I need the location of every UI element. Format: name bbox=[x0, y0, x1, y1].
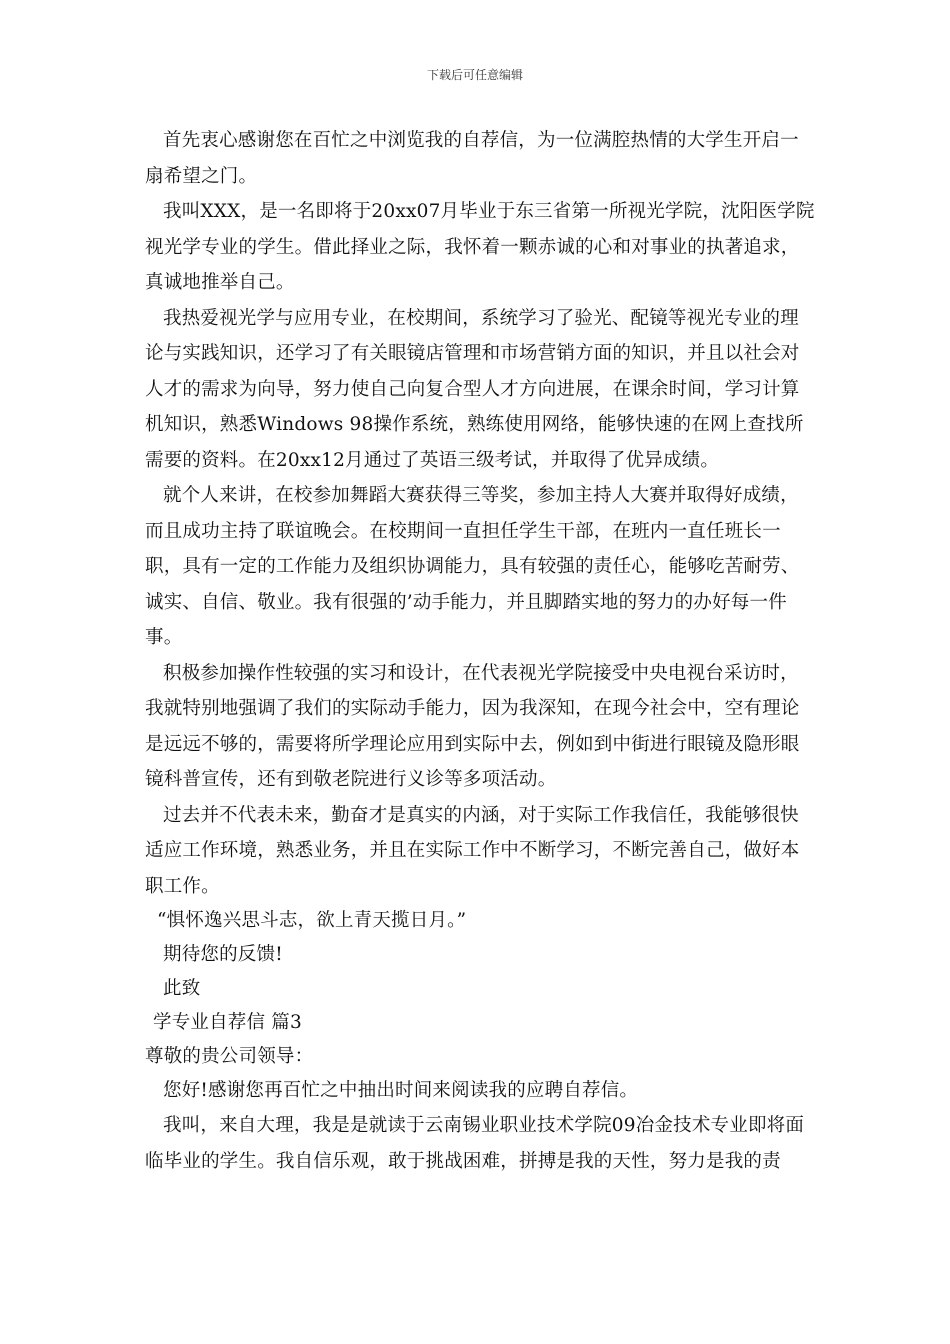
paragraph-closing: 此致 bbox=[163, 978, 201, 999]
salutation: 尊敬的贵公司领导： bbox=[145, 1046, 314, 1067]
paragraph-studies: 我热爱视光学与应用专业，在校期间，系统学习了验光、配镜等视光专业的理论与实践知识，还学习了有关眼镜店管理和市场营销方面的知识，并且以社会对人才的需求为向导，努力使自己向复合型人才方向进展，在课余时间，学习计算机知识，熟悉Windows 98操作系统，熟练使用网络，能够快速的在网上查找所需要的资料。在20xx12月通过了英语三级考试，并取得了优异成绩。 bbox=[145, 307, 804, 471]
paragraph-quote: “惧怀逸兴思斗志，欲上青天揽日月。” bbox=[157, 910, 467, 931]
paragraph-future: 过去并不代表未来，勤奋才是真实的内涵，对于实际工作我信任，我能够很快适应工作环境，熟悉业务，并且在实际工作中不断学习，不断完善自己，做好本职工作。 bbox=[145, 804, 800, 897]
paragraph-opening-thanks: 首先衷心感谢您在百忙之中浏览我的自荐信，为一位满腔热情的大学生开启一扇希望之门。 bbox=[145, 130, 799, 187]
paragraph-activities: 就个人来讲，在校参加舞蹈大赛获得三等奖，参加主持人大赛并取得好成绩，而且成功主持了联谊晚会。在校期间一直担任学生干部，在班内一直任班长一职，具有一定的工作能力及组织协调能力，具有较强的责任心，能够吃苦耐劳、诚实、自信、敬业。我有很强的’动手能力，并且脚踏实地的努力的办好每一件事。 bbox=[145, 485, 800, 648]
paragraph-second-introduction: 我叫，来自大理，我是是就读于云南锡业职业技术学院09冶金技术专业即将面临毕业的学生。我自信乐观，敢于挑战困难，拼搏是我的天性，努力是我的责 bbox=[145, 1115, 805, 1172]
paragraph-practice: 积极参加操作性较强的实习和设计，在代表视光学院接受中央电视台采访时，我就特别地强调了我们的实际动手能力，因为我深知，在现今社会中，空有理论是远远不够的，需要将所学理论应用到实际中去，例如到中街进行眼镜及隐形眼镜科普宣传，还有到敬老院进行义诊等多项活动。 bbox=[145, 662, 800, 790]
paragraph-greeting: 您好!感谢您再百忙之中抽出时间来阅读我的应聘自荐信。 bbox=[163, 1080, 639, 1101]
paragraph-await-feedback: 期待您的反馈! bbox=[163, 944, 283, 965]
paragraph-self-introduction: 我叫XXX，是一名即将于20xx07月毕业于东三省第一所视光学院，沈阳医学院视光学专业的学生。借此择业之际，我怀着一颗赤诚的心和对事业的执著追求，真诚地推举自己。 bbox=[145, 201, 815, 293]
page-header-note: 下载后可任意编辑 bbox=[426, 68, 523, 82]
document-body bbox=[145, 123, 817, 1179]
section-heading: 学专业自荐信 篇3 bbox=[153, 1012, 302, 1033]
